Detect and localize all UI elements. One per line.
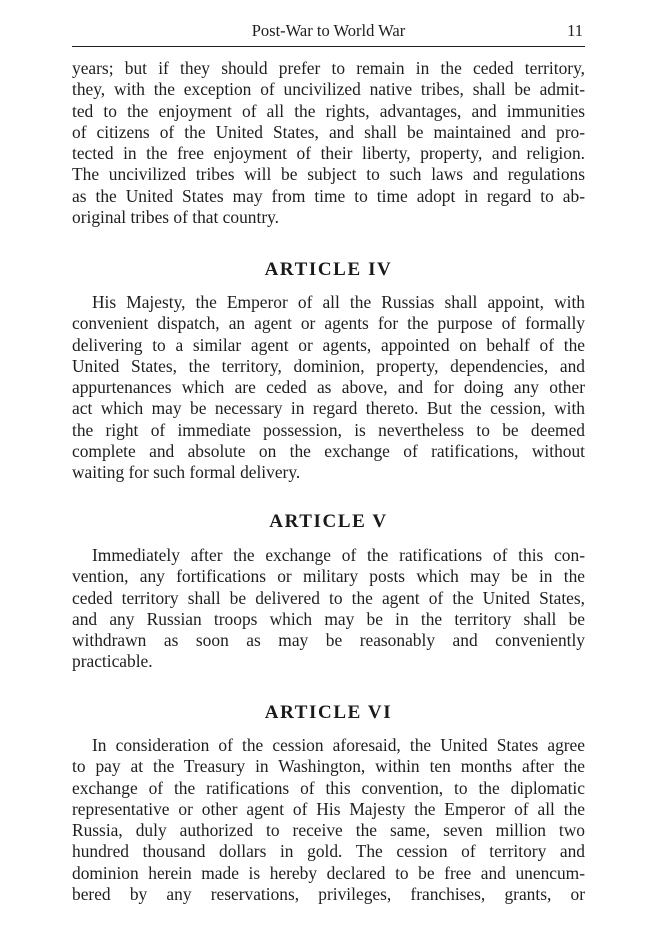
article-iv-heading: ARTICLE IV xyxy=(264,259,393,280)
text-line: ted to the enjoyment of all the rights, advantages, and immunities xyxy=(72,100,585,121)
text-line: withdrawn as soon as may be reasonably and conveniently xyxy=(72,630,585,651)
text-line: dominion herein made is hereby declared to be free and unencum- xyxy=(72,862,585,883)
text-line: vention, any fortifications or military posts which may be in the xyxy=(72,566,585,587)
text-line: complete and absolute on the exchange of ratifications, without xyxy=(72,441,585,462)
running-head-title: Post-War to World War xyxy=(251,21,406,40)
text-line: bered by any reservations, privileges, franchises, grants, or xyxy=(72,884,585,905)
text-line: Russia, duly authorized to receive the same, seven million two xyxy=(72,820,585,841)
text-line: and any Russian troops which may be in the territory shall be xyxy=(72,608,585,629)
text-line: as the United States may from time to time adopt in regard to ab- xyxy=(72,185,585,206)
text-line: Immediately after the exchange of the ratifications of this con- xyxy=(92,545,585,565)
text-line: exchange of the ratifications of this convention, to the diplomatic xyxy=(72,777,585,798)
text-line: act which may be necessary in regard thereto. But the cession, with xyxy=(72,398,585,419)
text-line: years; but if they should prefer to remain in the ceded territory, xyxy=(72,58,585,78)
text-line: the right of immediate possession, is nevertheless to be deemed xyxy=(72,419,585,440)
running-head xyxy=(72,19,585,43)
text-line: The uncivilized tribes will be subject to such laws and regulations xyxy=(72,164,585,185)
text-line: to pay at the Treasury in Washington, within ten months after the xyxy=(72,756,585,777)
text-line: convenient dispatch, an agent or agents for the purpose of formally xyxy=(72,313,585,334)
text-line: appurtenances which are ceded as above, and for doing any other xyxy=(72,377,585,398)
article-vi-paragraph xyxy=(72,735,585,905)
text-line: practicable. xyxy=(72,651,153,672)
article-v-heading: ARTICLE V xyxy=(269,511,388,532)
text-line: In consideration of the cession aforesaid, the United States agree xyxy=(92,735,585,755)
header-rule xyxy=(72,46,585,47)
text-line: His Majesty, the Emperor of all the Russias shall appoint, with xyxy=(92,292,585,312)
text-line: they, with the exception of uncivilized native tribes, shall be admit- xyxy=(72,79,585,100)
text-line: waiting for such formal delivery. xyxy=(72,462,301,483)
text-line: original tribes of that country. xyxy=(72,207,280,228)
text-line: United States, the territory, dominion, property, dependencies, and xyxy=(72,355,585,376)
text-line: ceded territory shall be delivered to the agent of the United States, xyxy=(72,587,585,608)
article-v-paragraph xyxy=(72,545,585,673)
text-line: of citizens of the United States, and shall be maintained and pro- xyxy=(72,121,585,142)
text-line: delivering to a similar agent or agents, appointed on behalf of the xyxy=(72,334,585,355)
text-line: tected in the free enjoyment of their liberty, property, and religion. xyxy=(72,143,585,164)
article-vi-heading: ARTICLE VI xyxy=(264,702,393,723)
article-iv-paragraph xyxy=(72,292,585,484)
text-line: hundred thousand dollars in gold. The cession of territory and xyxy=(72,841,585,862)
text-line: representative or other agent of His Majesty the Emperor of all the xyxy=(72,798,585,819)
continuation-paragraph xyxy=(72,58,585,228)
page-number: 11 xyxy=(567,21,583,40)
